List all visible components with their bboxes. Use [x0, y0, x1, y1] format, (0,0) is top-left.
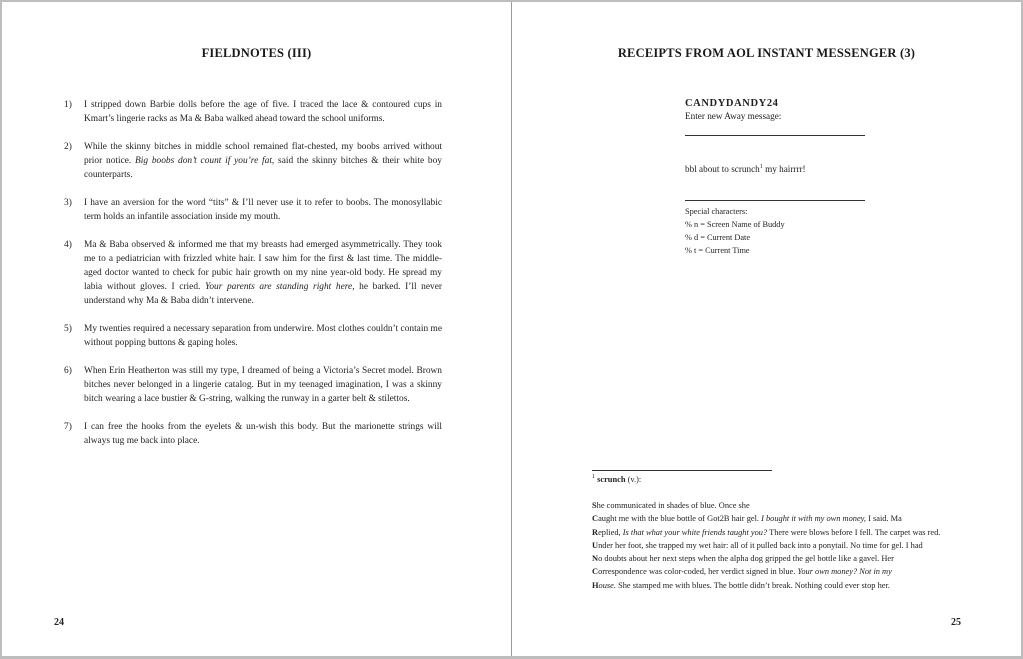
fieldnote-item [64, 420, 442, 448]
poem-line [592, 499, 972, 512]
page-title-left: FIELDNOTES (III) [201, 46, 312, 60]
fieldnote-item [64, 322, 442, 350]
poem-line [592, 539, 972, 552]
item-number: 5) [64, 324, 72, 334]
acrostic-letter: C [592, 567, 599, 577]
item-text: I stripped down Barbie dolls before the age of five. I traced the lace & contoured cups in Kmart’s lingerie racks as Ma & Baba walked ahead toward the school uniforms. [84, 100, 442, 124]
italic-quote: Your parents are standing right here, [204, 282, 355, 292]
footnote-word: scrunch [597, 474, 626, 484]
item-number: 2) [64, 142, 72, 152]
aim-away-message-box [685, 98, 865, 257]
special-characters-header: Special characters: [685, 207, 748, 217]
page-number-left: 24 [54, 617, 64, 628]
acrostic-letter: U [592, 540, 599, 550]
poem-text: There were blows before I fell. The carpet was red. [767, 527, 941, 537]
special-character-item: % d = Current Date [685, 233, 751, 243]
page-title-right: RECEIPTS FROM AOL INSTANT MESSENGER (3) [617, 46, 916, 60]
acrostic-letter: N [592, 554, 599, 564]
item-number: 3) [64, 198, 72, 208]
acrostic-letter: S [592, 501, 597, 510]
acrostic-poem [592, 499, 972, 592]
italic-quote: Is that what your white friends taught you? [622, 527, 768, 537]
item-text: Ma & Baba observed & informed me that my breasts had emerged asymmetrically. They took me to a pediatrician with frizzled white hair. I saw him for the first & last time. The middle-aged doctor wanted to check for pubic hair growth on my nine year-old body. He spread my labia without gloves. I cried. [84, 240, 442, 292]
item-text: I have an aversion for the word “tits” & I’ll never use it to refer to boobs. The monosyllabic term holds an infantile association inside my mouth. [84, 198, 442, 222]
fieldnote-item [64, 98, 442, 126]
fieldnote-item [64, 238, 442, 308]
acrostic-letter: R [592, 527, 599, 537]
acrostic-letter: H [592, 580, 599, 590]
poem-line [592, 565, 972, 578]
fieldnote-item [64, 196, 442, 224]
special-characters [685, 205, 865, 257]
poem-text: eplied, [598, 527, 623, 537]
item-text: When Erin Heatherton was still my type, I dreamed of being a Victoria’s Secret model. Brown bitches never belonged in a lingerie catalog. But in my teenaged imagination, I was a skinny bitch wearing a lace bustier & G-string, walking the runway in a garter belt & stilettos. [84, 366, 442, 404]
divider-rule [685, 135, 865, 136]
away-prompt: Enter new Away message: [685, 111, 782, 121]
poem-text: nder her foot, she trapped my wet hair: all of it pulled back into a ponytail. No time for gel. I had [598, 540, 923, 550]
item-number: 6) [64, 366, 72, 376]
poem-text: o doubts about her next steps when the alpha dog gripped the gel bottle like a gavel. Her [598, 554, 894, 564]
poem-line [592, 526, 972, 539]
footnote [592, 474, 972, 484]
italic-quote: I bought it with my own money, [761, 514, 867, 524]
poem-line [592, 579, 972, 592]
item-number: 4) [64, 240, 72, 250]
italic-quote: Big boobs don’t count if you’re fat, [135, 156, 275, 166]
fieldnotes-list [64, 98, 442, 462]
item-number: 7) [64, 422, 72, 432]
footnote-pos: (v.): [625, 474, 642, 484]
footnote-number: 1 [592, 474, 595, 480]
acrostic-letter: C [592, 514, 599, 524]
poem-text: I said. Ma [866, 514, 902, 524]
special-character-item: % n = Screen Name of Buddy [685, 220, 785, 230]
item-number: 1) [64, 100, 72, 110]
away-message [685, 164, 865, 174]
fieldnote-item [64, 364, 442, 406]
poem-line [592, 512, 972, 525]
poem-text: he communicated in shades of blue. Once she [596, 501, 750, 510]
poem-text: She stamped me with blues. The bottle didn’t break. Nothing could ever stop her. [615, 580, 890, 590]
footnote-marker: 1 [759, 164, 763, 170]
right-page [512, 2, 1021, 656]
screen-name: CANDYDANDY24 [685, 98, 779, 109]
fieldnote-item [64, 140, 442, 182]
italic-quote: ouse. [598, 580, 616, 590]
special-character-item: % t = Current Time [685, 246, 750, 256]
poem-text: orrespondence was color-coded, her verdict signed in blue. [598, 567, 798, 577]
book-spread [2, 2, 1021, 656]
item-text: While the skinny bitches in middle school remained flat-chested, my boobs arrived without prior notice. [84, 142, 442, 166]
poem-line [592, 552, 972, 565]
item-text: I can free the hooks from the eyelets & un-wish this body. But the marionette strings will always tug me back into place. [84, 422, 442, 446]
divider-rule [685, 200, 865, 201]
left-page [2, 2, 512, 656]
away-message-tail: my hairrrr! [762, 164, 806, 175]
footnote-rule [592, 470, 772, 471]
away-message-text: bbl about to scrunch [685, 164, 760, 175]
item-text: he barked. I’ll never understand why Ma & Baba didn’t intervene. [84, 282, 443, 306]
poem-text: aught me with the blue bottle of Got2B hair gel. [598, 514, 762, 524]
item-text: My twenties required a necessary separation from underwire. Most clothes couldn’t contain me without popping buttons & gaping holes. [84, 324, 442, 348]
item-text: said the skinny bitches & their white boy counterparts. [84, 156, 442, 180]
page-number-right: 25 [951, 617, 961, 628]
italic-quote: Your own money? Not in my [797, 567, 892, 577]
